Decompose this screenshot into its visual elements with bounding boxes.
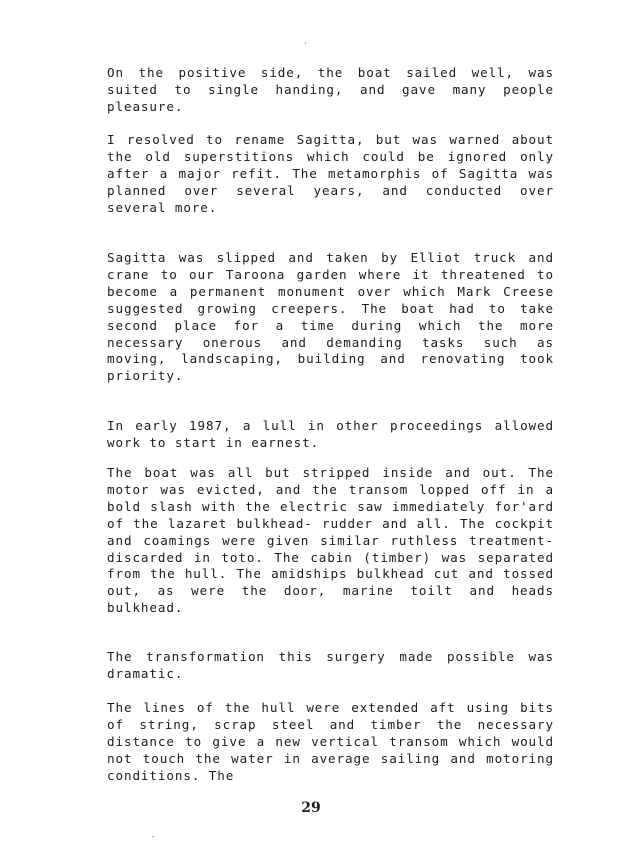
- scan-speck: [152, 836, 154, 837]
- paragraph-slipped-to-garden: Sagitta was slipped and taken by Elliot truck and crane to our Taroona garden where it threatened to become a permanent monument over which Mark Creese suggested growing creepers. The boat had to take second place for a time during which the more necessary onerous and demanding tasks such as moving, landscaping, building and renovating took priority.: [107, 250, 554, 384]
- paragraph-early-1987: In early 1987, a lull in other proceedings allowed work to start in earnest.: [107, 418, 554, 450]
- page-number: 29: [301, 800, 321, 816]
- scan-speck: [305, 42, 306, 44]
- paragraph-boat-stripped: The boat was all but stripped inside and out. The motor was evicted, and the transom lopped off in a bold slash with the electric saw immediately for'ard of the lazaret bulkhead- rudder and all. The cockpit and coamings were given similar ruthless treatment- discarded in toto. The cabin (timber) was separated from the hull. The amidships bulkhead cut and tossed out, as were the door, marine toilt and heads bulkhead.: [107, 465, 554, 616]
- paragraph-hull-lines-extended: The lines of the hull were extended aft using bits of string, scrap steel and timber the necessary distance to give a new vertical transom which would not touch the water in average sailing and motoring conditions. The: [107, 700, 554, 783]
- paragraph-transformation: The transformation this surgery made possible was dramatic.: [107, 649, 554, 681]
- paragraph-positive-side: On the positive side, the boat sailed well, was suited to single handing, and gave many people pleasure.: [107, 65, 554, 114]
- paragraph-rename-sagitta: I resolved to rename Sagitta, but was warned about the old superstitions which could be ignored only after a major refit. The metamorphis of Sagitta was planned over several years, and conducted over several more.: [107, 132, 554, 215]
